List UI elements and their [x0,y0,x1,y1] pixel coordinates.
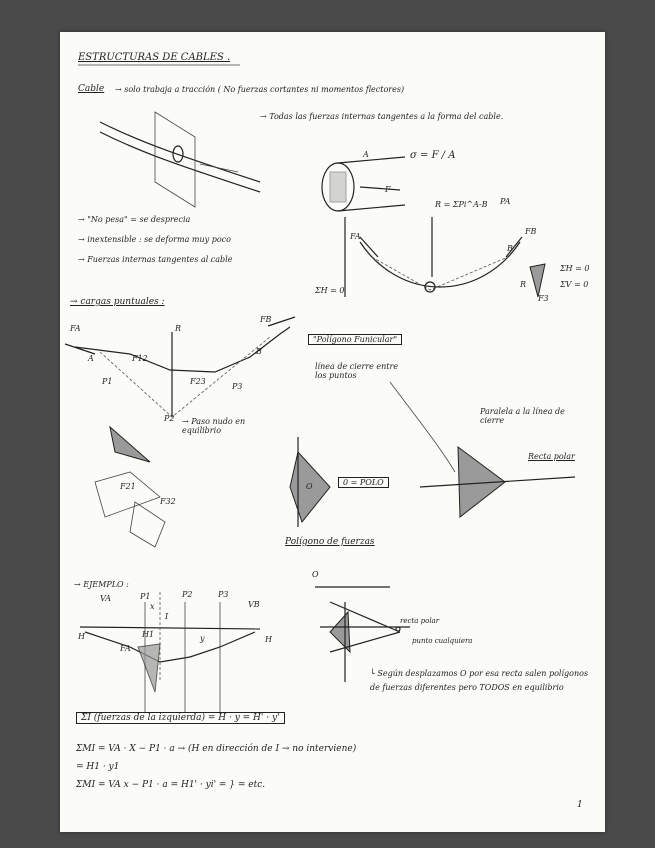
cable-definition: → solo trabaja a tracción ( No fuerzas cortantes ni momentos flectores) [115,85,405,94]
e-label-P3: P3 [218,590,229,599]
e-label-VA: VA [100,594,112,603]
label-FB-top: FB [525,227,537,236]
resultant-label: R = ΣPi^A-B [435,200,488,209]
e-label-H-right: H [265,635,272,644]
sum-h-right: ΣH = 0 [560,264,590,273]
e-label-P1: P1 [140,592,151,601]
cable-label: Cable [78,84,105,94]
label-B-top: B [507,244,513,253]
sum-v-right: ΣV = 0 [560,280,589,289]
c-label-F21: F21 [120,482,136,491]
recta-polar-label: Recta polar [528,452,575,461]
note-no-pesa: → "No pesa" = se desprecia [78,215,191,224]
label-F3: F3 [538,294,549,303]
label-FA-top: FA [350,232,361,241]
e-label-VB: VB [248,600,260,609]
label-A: A [363,150,369,159]
c-label-A: A [88,354,94,363]
paso-nudo-note: → Paso nudo en equilibrio [182,417,246,435]
e-label-O: O [312,570,319,579]
eq-sum-izquierda: ΣI (fuerzas de la izquierda) = H · y = H' · y' [76,712,285,724]
notebook-page [60,32,605,832]
stress-formula: σ = F / A [410,150,456,161]
eq-moment-2: = H1 · y1 [76,762,120,772]
c-label-FB: FB [260,315,272,324]
e-segun-note: └ Según desplazamos O por esa recta salen polígonos de fuerzas diferentes pero TODOS en equilibrio [370,669,589,692]
e-recta-polar: recta polar [400,617,440,625]
e-label-H1: H1 [142,630,155,639]
e-label-FA: FA [120,644,131,653]
c-label-B: B [256,347,262,356]
cargas-heading: → cargas puntuales : [70,297,165,307]
e-label-x: x [150,602,155,611]
e-label-H: H [78,632,85,641]
label-R: R [520,280,527,289]
page-title: ESTRUCTURAS DE CABLES . [78,52,231,63]
e-label-P2: P2 [182,590,193,599]
linea-cierre-note: línea de cierre entre los puntos [315,362,399,380]
paralela-note: Paralela a la línea de cierre [480,407,565,425]
c-label-P1: P1 [102,377,113,386]
c-label-F23: F23 [190,377,206,386]
c-label-P2: P2 [164,414,175,423]
e-punto-cualquiera: punto cualquiera [412,637,473,645]
c-label-O: O [306,482,313,491]
label-PA: PA [500,197,511,206]
c-label-R: R [175,324,182,333]
e-label-y: y [200,634,205,643]
c-label-F32: F32 [160,497,176,506]
c-label-F12: F12 [132,354,148,363]
note-inextensible: → inextensible : se deforma muy poco [78,235,231,244]
poligono-funicular-label: "Polígono Funicular" [308,334,402,345]
c-label-FA: FA [70,324,81,333]
eq-moment-1: ΣMI = VA · X − P1 · a → (H en dirección de I → no interviene) [76,744,357,754]
sum-h-left: ΣH = 0 [315,286,345,295]
forces-tangent-note: → Todas las fuerzas internas tangentes a la forma del cable. [260,112,504,121]
label-F: F [385,185,391,194]
ejemplo-heading: → EJEMPLO : [74,580,129,589]
e-label-I: I [165,612,169,621]
page-number: 1 [577,800,583,810]
c-label-P3: P3 [232,382,243,391]
eq-moment-3: ΣMI = VA x − P1 · a = H1' · yi' = } = etc. [76,780,266,790]
note-fuerzas-tangentes: → Fuerzas internas tangentes al cable [78,255,233,264]
poligono-fuerzas-label: Polígono de fuerzas [285,537,375,547]
polo-label: 0 = POLO [338,477,389,488]
